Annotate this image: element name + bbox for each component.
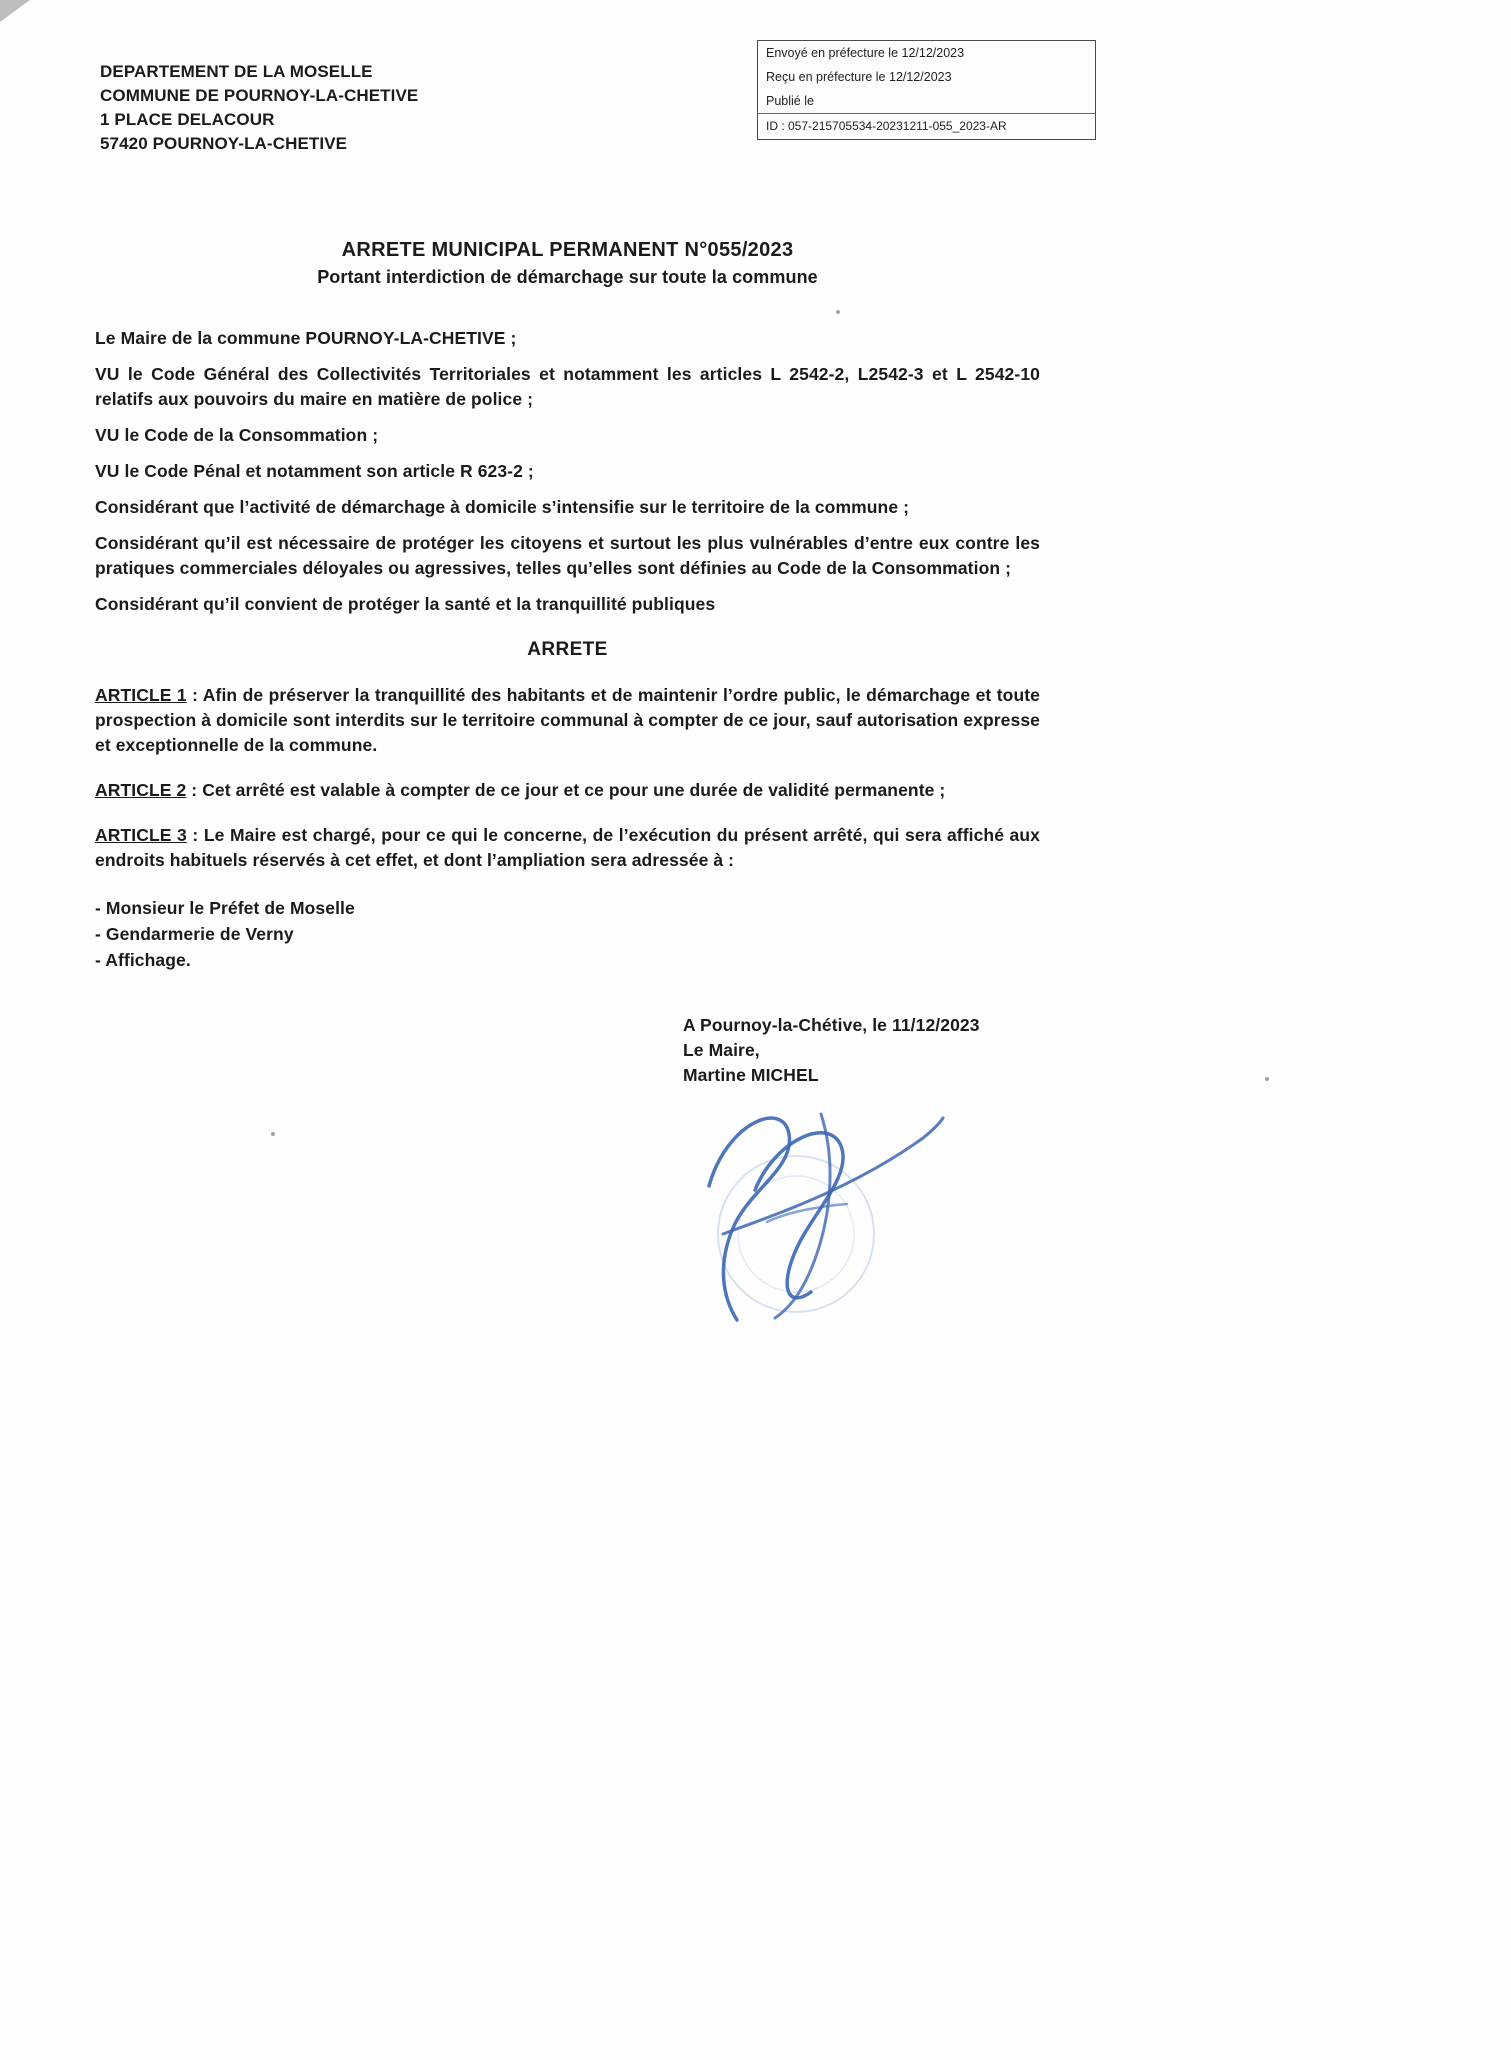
recital-text: qu’il convient de protéger la santé et la tranquillité publiques — [198, 594, 716, 614]
signature-svg — [671, 1094, 971, 1324]
article-lead: ARTICLE 1 — [95, 685, 187, 705]
article-lead: ARTICLE 3 — [95, 825, 187, 845]
signature-block — [683, 1013, 1040, 1088]
article-separator: : — [186, 780, 203, 800]
recital-considerant-1 — [95, 495, 1040, 520]
scan-speck — [1265, 1077, 1269, 1081]
recital-vu-1 — [95, 362, 1040, 412]
article-2 — [95, 778, 1040, 803]
recital-text: qu’il est nécessaire de protéger les citoyens et surtout les plus vulnérables d’entre eux contre les pratiques commerciales déloyales ou agressives, telles qu’elles sont définies au Code de la Consommation ; — [95, 533, 1040, 578]
signature-role: Le Maire, — [683, 1040, 760, 1060]
recital-lead: VU — [95, 425, 120, 445]
article-text: Afin de préserver la tranquillité des habitants et de maintenir l’ordre public, le démarchage et toute prospection à domicile sont interdits sur le territoire communal à compter de ce jour, sauf autorisation expresse et exceptionnelle de la commune. — [95, 685, 1041, 755]
recital-considerant-2 — [95, 531, 1040, 581]
recital-text: que l’activité de démarchage à domicile s’intensifie sur le territoire de la commune ; — [198, 497, 910, 517]
signature-place-date: A Pournoy-la-Chétive, le 11/12/2023 — [683, 1015, 980, 1035]
recital-lead: VU — [95, 364, 120, 384]
prefecture-sent-line: Envoyé en préfecture le 12/12/2023 — [766, 46, 965, 60]
handwritten-signature — [671, 1094, 971, 1324]
arrete-heading: ARRETE — [527, 639, 608, 660]
scan-corner-artifact — [0, 0, 30, 22]
title-main: ARRETE MUNICIPAL PERMANENT N°055/2023 — [341, 239, 794, 261]
recital-lead: Considérant — [95, 497, 199, 517]
prefecture-received-line: Reçu en préfecture le 12/12/2023 — [766, 70, 952, 84]
prefecture-id-line: ID : 057-215705534-20231211-055_2023-AR — [758, 113, 1095, 139]
sender-line-city: 57420 POURNOY-LA-CHETIVE — [100, 134, 348, 153]
notification-list — [95, 895, 1040, 973]
recital-considerant-3 — [95, 592, 1040, 617]
article-1 — [95, 683, 1040, 758]
prefecture-published-line: Publié le — [766, 94, 814, 108]
signature-name: Martine MICHEL — [683, 1065, 819, 1085]
document-title — [95, 236, 1040, 290]
recital-text: le Code Général des Collectivités Territoriales et notamment les articles L 2542-2, L2542-3 et L 2542-10 relatifs aux pouvoirs du maire en matière de police ; — [95, 364, 1040, 409]
article-text: Le Maire est chargé, pour ce qui le concerne, de l’exécution du présent arrêté, qui sera affiché aux endroits habituels réservés à cet effet, et dont l’ampliation sera adressée à : — [95, 825, 1041, 870]
notify-item-prefet: - Monsieur le Préfet de Moselle — [95, 898, 355, 918]
sender-address-block — [100, 60, 1040, 156]
article-lead: ARTICLE 2 — [95, 780, 187, 800]
article-text: Cet arrêté est valable à compter de ce jour et ce pour une durée de validité permanente ; — [202, 780, 946, 800]
recital-vu-2 — [95, 423, 1040, 448]
sender-line-department: DEPARTEMENT DE LA MOSELLE — [100, 62, 373, 81]
sender-line-street: 1 PLACE DELACOUR — [100, 110, 275, 129]
sender-line-commune: COMMUNE DE POURNOY-LA-CHETIVE — [100, 86, 419, 105]
recital-lead: Considérant — [95, 594, 199, 614]
intro-line: Le Maire de la commune POURNOY-LA-CHETIVE ; — [95, 328, 517, 348]
recital-text: le Code de la Consommation ; — [119, 425, 379, 445]
recital-vu-3 — [95, 459, 1040, 484]
notify-item-affichage: - Affichage. — [95, 950, 191, 970]
recital-lead: Considérant — [95, 533, 199, 553]
document-body — [95, 0, 1040, 1324]
recital-text: le Code Pénal et notamment son article R 623-2 ; — [119, 461, 534, 481]
stamp-circle-icon — [718, 1156, 874, 1312]
article-separator: : — [186, 825, 204, 845]
article-3 — [95, 823, 1040, 873]
recital-lead: VU — [95, 461, 120, 481]
article-separator: : — [186, 685, 203, 705]
notify-item-gendarmerie: - Gendarmerie de Verny — [95, 924, 294, 944]
title-subtitle: Portant interdiction de démarchage sur toute la commune — [317, 267, 818, 287]
